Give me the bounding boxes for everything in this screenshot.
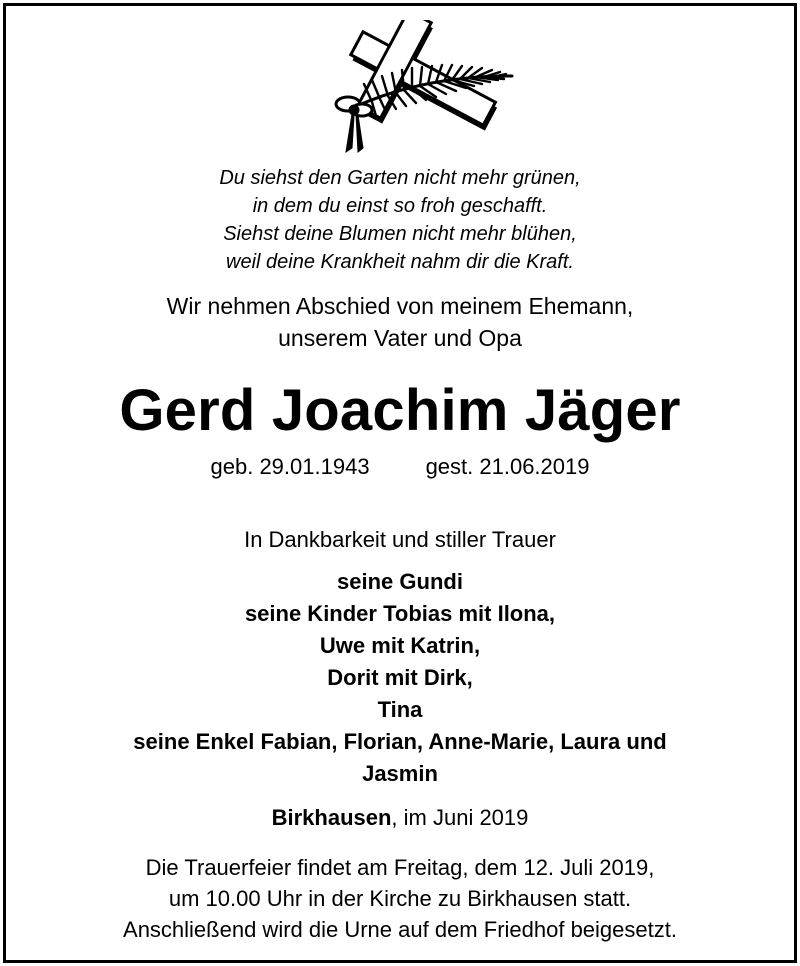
poem-line: Siehst deine Blumen nicht mehr blühen, — [223, 223, 577, 245]
mourner-line: seine Gundi — [337, 569, 463, 594]
intro-line: Wir nehmen Abschied von meinem Ehemann, — [166, 293, 634, 319]
mourner-line: Uwe mit Katrin, — [319, 633, 481, 658]
deceased-name: Gerd Joachim Jäger — [119, 378, 681, 443]
place-town: Birkhausen — [271, 805, 392, 830]
service-line: Die Trauerfeier findet am Freitag, dem 12. Juli 2019, — [145, 855, 655, 880]
intro-line: unserem Vater und Opa — [278, 325, 522, 351]
poem-line: in dem du einst so froh geschafft. — [252, 195, 548, 217]
mourning-note: In Dankbarkeit und stiller Trauer — [244, 527, 556, 552]
cross-with-palm-branch-icon — [302, 20, 518, 156]
funeral-service-info — [6, 852, 794, 945]
life-dates — [6, 452, 794, 482]
mourners-list — [6, 566, 794, 790]
mourner-line: Dorit mit Dirk, — [327, 665, 473, 690]
place-and-date — [6, 802, 794, 834]
death-date: gest. 21.06.2019 — [425, 454, 590, 479]
poem-line: Du siehst den Garten nicht mehr grünen, — [219, 167, 581, 189]
memorial-poem — [6, 164, 794, 276]
mourner-line: seine Kinder Tobias mit Ilona, — [244, 601, 556, 626]
obituary-frame — [3, 3, 797, 963]
birth-date: geb. 29.01.1943 — [210, 454, 370, 479]
mourner-line: seine Enkel Fabian, Florian, Anne-Marie, Laura und — [133, 729, 667, 754]
mourner-line: Jasmin — [362, 761, 438, 786]
service-line: um 10.00 Uhr in der Kirche zu Birkhausen statt. — [168, 886, 632, 911]
mourner-line: Tina — [377, 697, 423, 722]
obituary-content — [6, 6, 794, 960]
service-line: Anschließend wird die Urne auf dem Friedhof beigesetzt. — [123, 917, 677, 942]
place-date: , im Juni 2019 — [391, 805, 529, 830]
poem-line: weil deine Krankheit nahm dir die Kraft. — [226, 251, 574, 273]
farewell-intro — [6, 290, 794, 354]
